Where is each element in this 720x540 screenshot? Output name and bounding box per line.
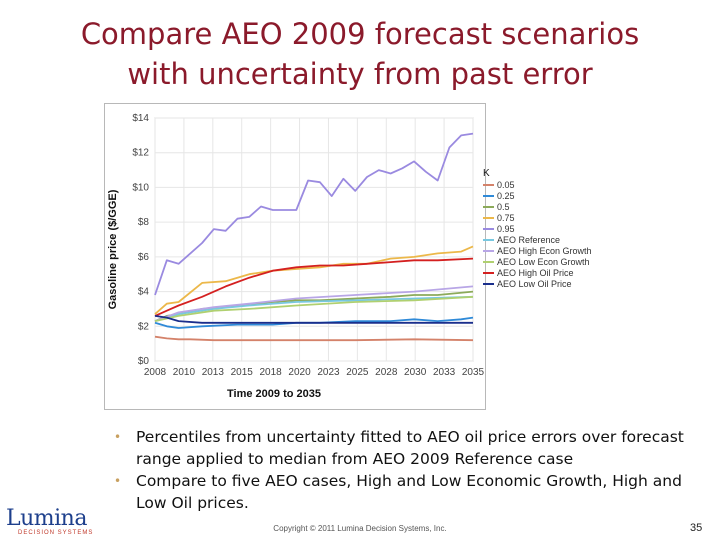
bullet-list bbox=[112, 426, 692, 514]
bullet-text: Compare to five AEO cases, High and Low Economic Growth, High and Low Oil prices. bbox=[136, 472, 682, 512]
logo-name: Lumina bbox=[6, 506, 87, 531]
y-tick-label: $0 bbox=[137, 356, 149, 367]
y-tick-label: $12 bbox=[132, 147, 149, 159]
y-tick-label: $14 bbox=[132, 113, 149, 124]
legend-label: 0.75 bbox=[497, 213, 515, 223]
y-axis-label: Gasoline price ($/GGE) bbox=[107, 189, 119, 310]
x-tick-label: 2013 bbox=[201, 367, 224, 378]
y-tick-label: $6 bbox=[137, 251, 149, 263]
slide-title bbox=[0, 14, 720, 94]
x-axis-label: Time 2009 to 2035 bbox=[227, 388, 321, 400]
x-tick-label: 2015 bbox=[230, 367, 253, 378]
lumina-logo bbox=[6, 508, 102, 536]
bullet-item bbox=[112, 426, 692, 470]
line-chart bbox=[105, 104, 592, 409]
x-tick-label: 2018 bbox=[259, 367, 282, 378]
x-tick-label: 2025 bbox=[346, 367, 369, 378]
y-tick-label: $8 bbox=[137, 217, 149, 229]
slide-title-line2: with uncertainty from past error bbox=[127, 57, 593, 91]
page-number: 35 bbox=[690, 522, 703, 534]
legend-label: AEO Low Econ Growth bbox=[497, 257, 590, 267]
x-tick-label: 2020 bbox=[288, 367, 311, 378]
x-tick-label: 2035 bbox=[461, 367, 485, 378]
x-tick-label: 2033 bbox=[432, 367, 456, 378]
x-tick-label: 2010 bbox=[172, 367, 196, 378]
bullet-dot-icon: • bbox=[114, 474, 122, 488]
legend-label: AEO Low Oil Price bbox=[497, 279, 572, 289]
legend-label: 0.05 bbox=[497, 180, 515, 190]
x-tick-label: 2023 bbox=[317, 367, 340, 378]
slide-title-line1: Compare AEO 2009 forecast scenarios bbox=[80, 17, 640, 51]
legend-label: AEO High Oil Price bbox=[497, 268, 574, 278]
logo-subtext: DECISION SYSTEMS bbox=[18, 530, 94, 536]
legend-label: 0.5 bbox=[497, 202, 510, 212]
legend-title: K bbox=[483, 168, 490, 179]
bullet-item bbox=[112, 470, 692, 514]
x-tick-label: 2008 bbox=[143, 367, 167, 378]
y-tick-label: $10 bbox=[132, 182, 149, 194]
copyright-text: Copyright © 2011 Lumina Decision Systems, Inc. bbox=[273, 524, 447, 533]
legend-label: AEO High Econ Growth bbox=[497, 246, 592, 256]
x-tick-label: 2028 bbox=[375, 367, 398, 378]
legend-label: AEO Reference bbox=[497, 235, 561, 245]
y-tick-label: $2 bbox=[137, 321, 149, 333]
chart-frame bbox=[104, 103, 592, 410]
bullet-text: Percentiles from uncertainty fitted to AEO oil price errors over forecast range applied to median from AEO 2009 Reference case bbox=[136, 428, 684, 468]
legend-label: 0.25 bbox=[497, 191, 515, 201]
y-tick-label: $4 bbox=[137, 286, 149, 298]
plot-area bbox=[155, 118, 473, 361]
legend-label: 0.95 bbox=[497, 224, 515, 234]
x-tick-label: 2030 bbox=[404, 367, 427, 378]
bullet-dot-icon: • bbox=[114, 430, 122, 444]
